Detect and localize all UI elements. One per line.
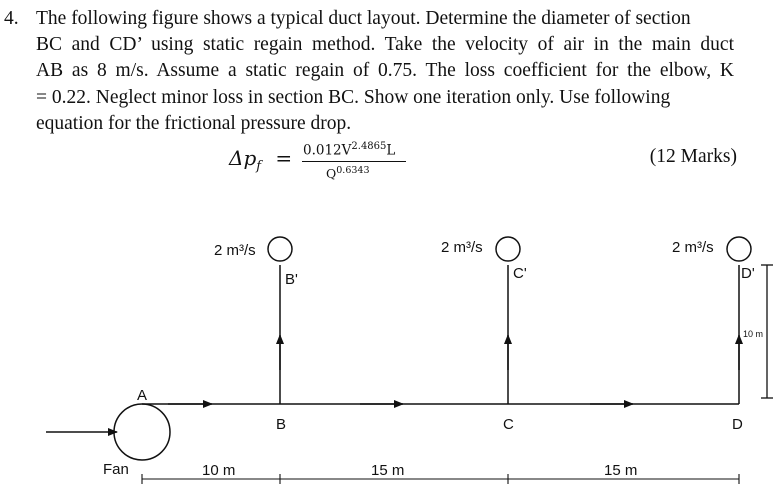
outlet-d-icon <box>727 237 751 261</box>
fan-label: Fan <box>103 461 129 478</box>
node-b-label: B <box>276 416 287 433</box>
question-number: 4. <box>4 8 19 29</box>
equation-denominator-exponent: 0.6343 <box>336 165 370 176</box>
equation-denominator-base: Q <box>326 166 337 182</box>
equation-lhs-symbol: Δp <box>229 146 257 170</box>
question-line-4: = 0.22. Neglect minor loss in section BC. Show one iteration only. Use following <box>36 87 671 108</box>
question-line-5: equation for the frictional pressure drop. <box>36 113 352 134</box>
equation-numerator-length: L <box>386 142 396 159</box>
outlet-b-flow: 2 m³/s <box>214 242 256 259</box>
marks-label: (12 Marks) <box>649 146 737 167</box>
outlet-c-icon <box>496 237 520 261</box>
outlet-d-flow: 2 m³/s <box>672 239 714 256</box>
outlet-b-icon <box>268 237 292 261</box>
equation-numerator-base: 0.012V <box>303 142 352 159</box>
node-b-prime-label: B' <box>285 271 298 288</box>
node-d-prime-label: D' <box>741 265 755 282</box>
node-a-label: A <box>137 387 148 404</box>
node-c-prime-label: C' <box>513 265 527 282</box>
node-d-label: D <box>732 416 743 433</box>
fan-icon <box>114 404 170 460</box>
outlet-c-flow: 2 m³/s <box>441 239 483 256</box>
branch-height-label: 10 m <box>743 329 764 339</box>
equation-numerator-exponent: 2.4865 <box>351 141 387 152</box>
question-line-3: AB as 8 m/s. Assume a static regain of 0.75. The loss coefficient for the elbow, K <box>36 60 734 81</box>
equation-equals: = <box>275 146 293 170</box>
question-line-1: The following figure shows a typical duct layout. Determine the diameter of section <box>36 8 691 29</box>
segment-cd-length: 15 m <box>604 462 638 479</box>
node-c-label: C <box>503 416 514 433</box>
question-line-2: BC and CD’ using static regain method. Take the velocity of air in the main duct <box>36 34 734 55</box>
segment-ab-length: 10 m <box>202 462 236 479</box>
equation-lhs-subscript: f <box>256 159 262 174</box>
segment-bc-length: 15 m <box>371 462 405 479</box>
